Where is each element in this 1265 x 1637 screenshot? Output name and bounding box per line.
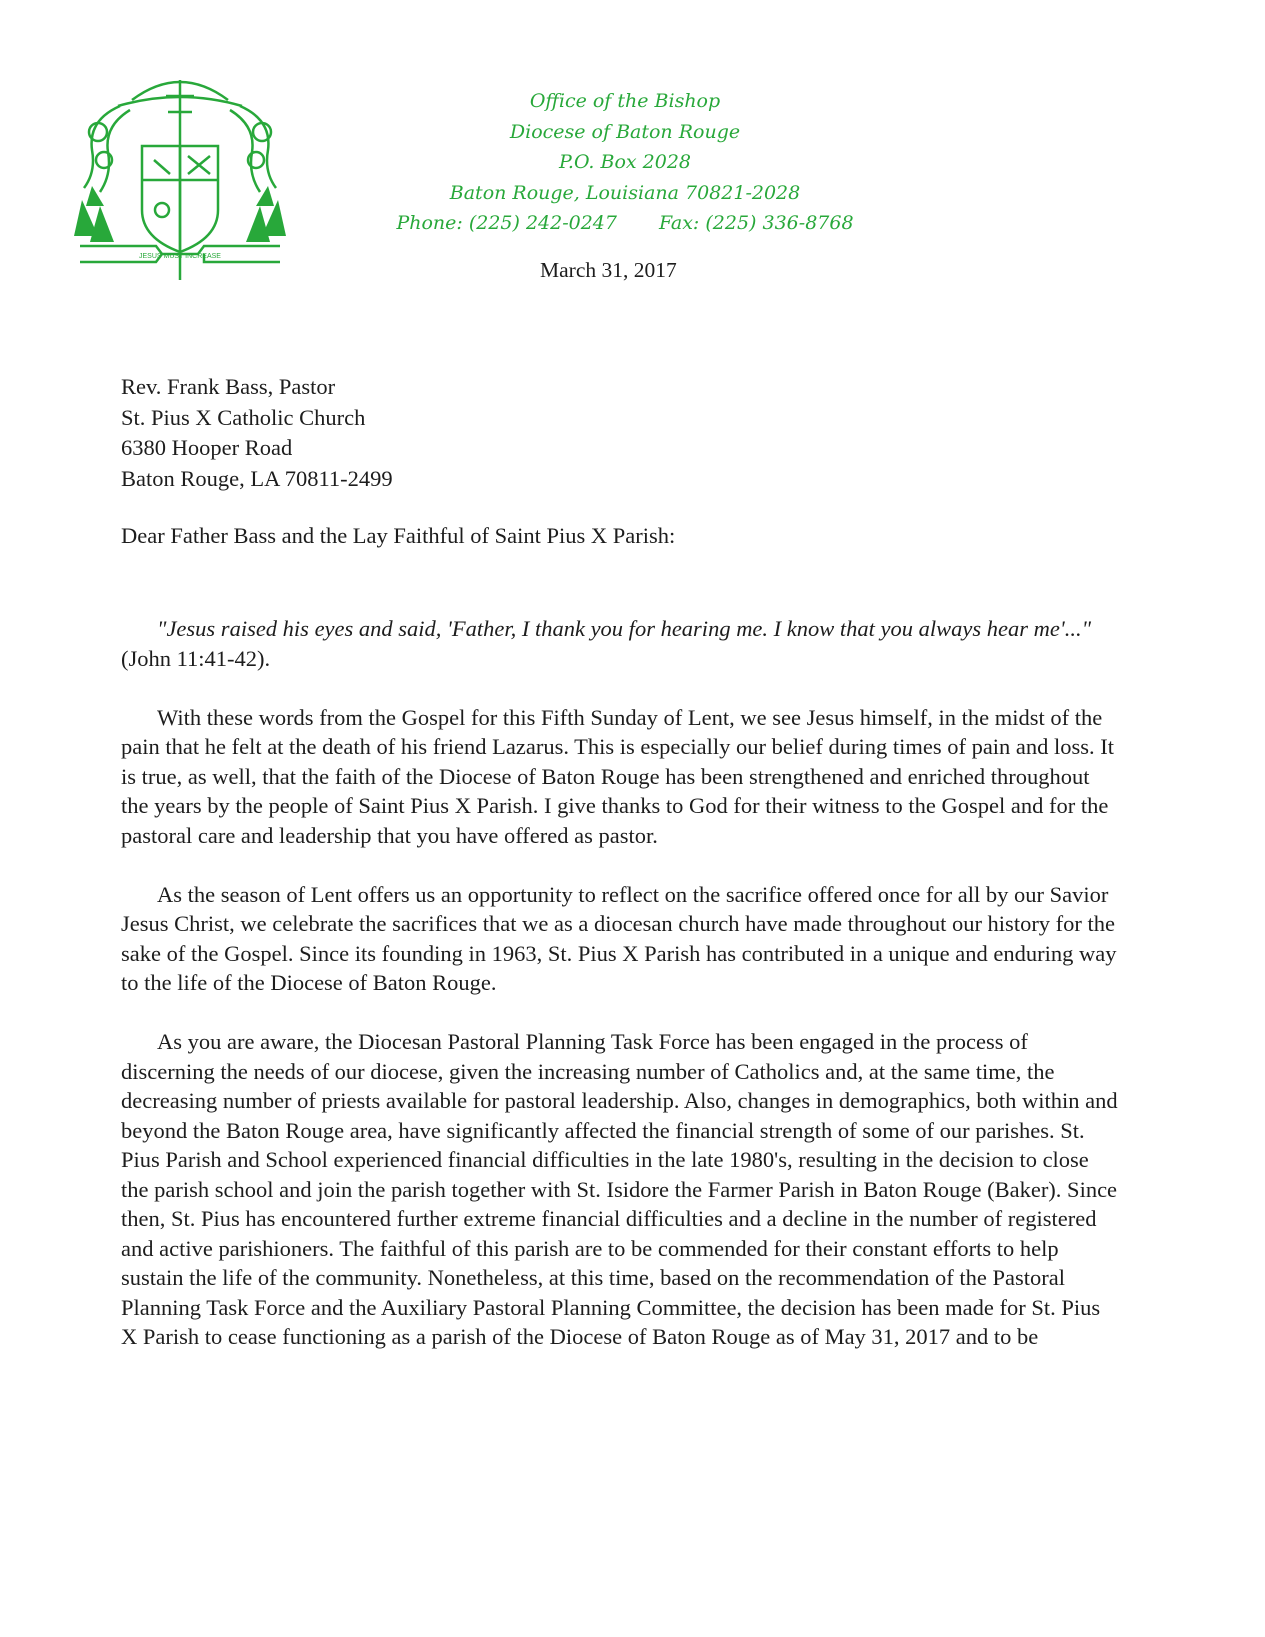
letterhead-contact [380,208,870,239]
quote-text: "Jesus raised his eyes and said, 'Father, I thank you for hearing me. I know that you always hear me'..." [157,616,1092,641]
letterhead-city: Baton Rouge, Louisiana 70821-2028 [449,181,801,204]
salutation: Dear Father Bass and the Lay Faithful of Saint Pius X Parish: [121,523,676,548]
letterhead-office: Office of the Bishop [529,90,721,112]
letter-body [121,614,1121,1381]
body-paragraph: As the season of Lent offers us an opportunity to reflect on the sacrifice offered once for all by our Savior Jesus Christ, we celebrate the sacrifices that we as a diocesan church have made throughout our history for the sake of the Gospel. Since its founding in 1963, St. Pius X Parish has contributed in a unique and enduring way to the life of the Diocese of Baton Rouge. [121,881,1117,995]
quote-citation: (John 11:41-42). [121,645,271,671]
scripture-quote [121,614,1121,673]
letterhead-diocese: Diocese of Baton Rouge [509,120,741,143]
letterhead-po-box: P.O. Box 2028 [558,151,692,173]
recipient-line: Baton Rouge, LA 70811-2499 [121,465,393,491]
recipient-line: 6380 Hooper Road [121,435,293,460]
recipient-line: St. Pius X Catholic Church [121,404,366,430]
recipient-line: Rev. Frank Bass, Pastor [121,374,336,399]
letterhead-fax: Fax: (225) 336-8768 [659,212,854,234]
body-paragraph: With these words from the Gospel for this Fifth Sunday of Lent, we see Jesus himself, in the midst of the pain that he felt at the death of his friend Lazarus. This is especially our belief during times of pain and loss. It is true, as well, that the faith of the Diocese of Baton Rouge has been strengthened and enriched throughout the years by the people of Saint Pius X Parish. I give thanks to God for their witness to the Gospel and for the pastoral care and leadership that you have offered as pastor. [121,704,1115,848]
letterhead [380,86,870,239]
letterhead-phone: Phone: (225) 242-0247 [396,212,617,234]
recipient-address [121,372,393,494]
body-paragraph: As you are aware, the Diocesan Pastoral Planning Task Force has been engaged in the process of discerning the needs of our diocese, given the increasing number of Catholics and, at the same time, the decreasing number of priests available for pastoral leadership. Also, changes in demographics, both within and beyond the Baton Rouge area, have significantly affected the financial strength of some of our parishes. St. Pius Parish and School experienced financial difficulties in the late 1980's, resulting in the decision to close the parish school and join the parish together with St. Isidore the Farmer Parish in Baton Rouge (Baker). Since then, St. Pius has encountered further extreme financial difficulties and a decline in the number of registered and active parishioners. The faithful of this parish are to be commended for their constant efforts to help sustain the life of the community. Nonetheless, at this time, based on the recommendation of the Pastoral Planning Task Force and the Auxiliary Pastoral Planning Committee, the decision has been made for St. Pius X Parish to cease functioning as a parish of the Diocese of Baton Rouge as of May 31, 2017 and to be [121,1029,1118,1349]
diocesan-coat-of-arms [70,60,290,300]
seal-motto-text: JESUS MUST INCREASE [139,253,221,260]
letter-date: March 31, 2017 [540,258,677,282]
